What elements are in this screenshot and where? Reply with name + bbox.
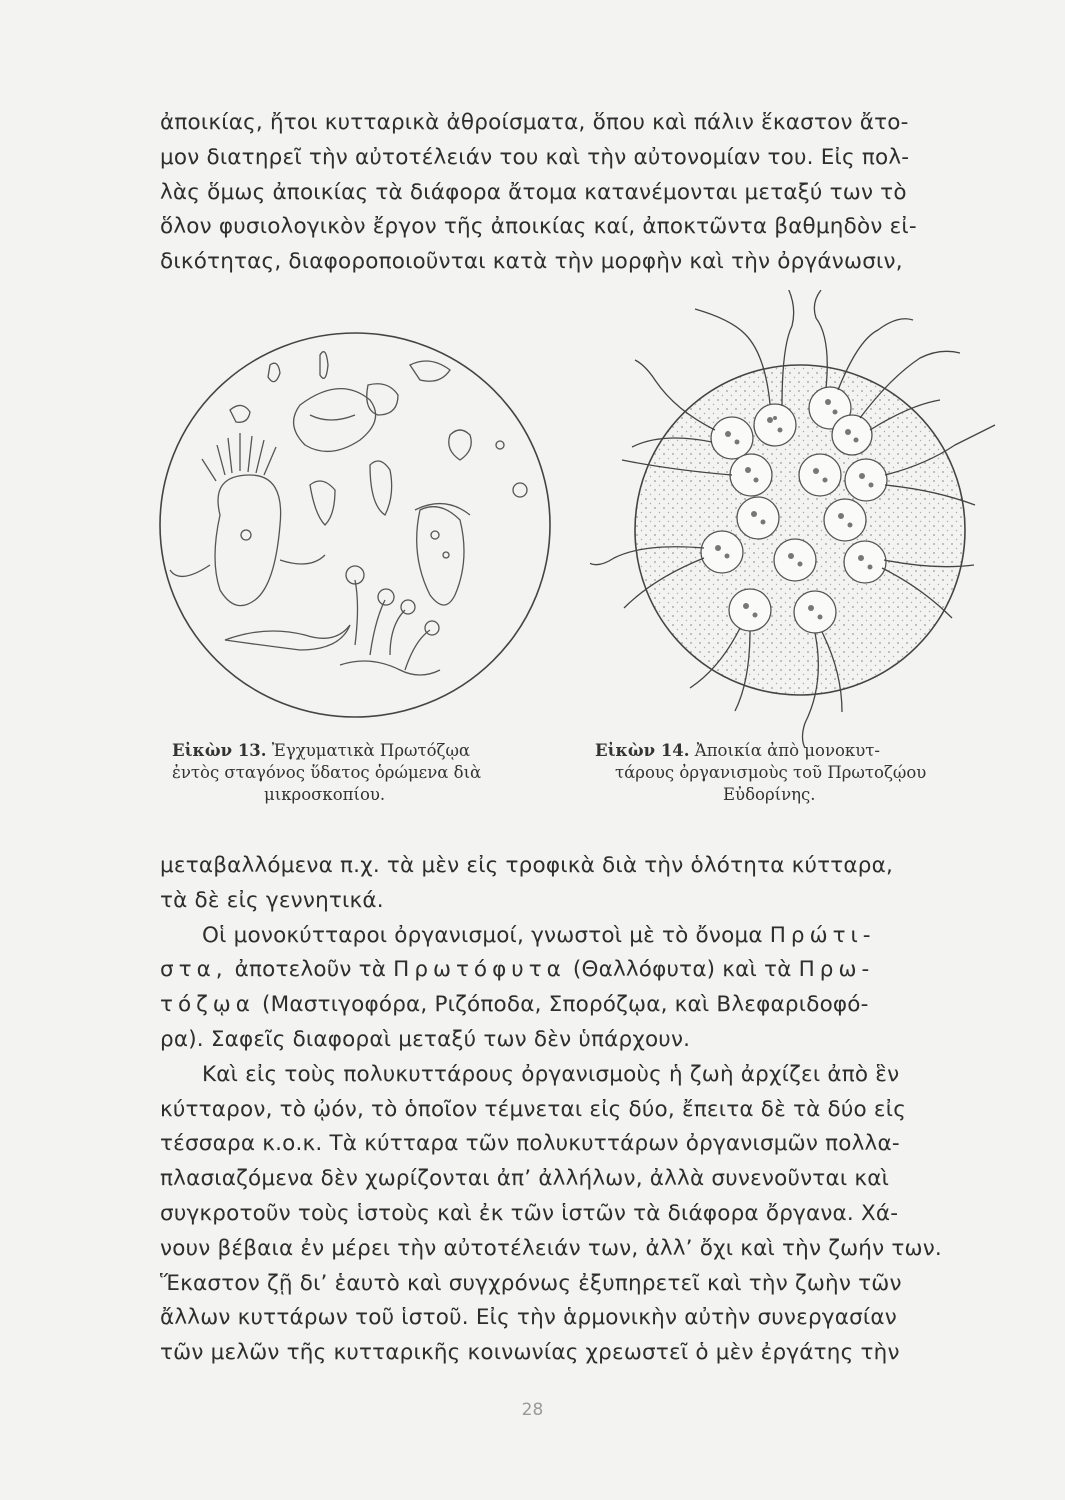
term-protista-end: στα, bbox=[160, 957, 228, 983]
text-line: κύτταρον, τὸ ᾠόν, τὸ ὁποῖον τέμνεται εἰς δύο, ἔπειτα δὲ τὰ δύο εἰς bbox=[160, 1096, 907, 1122]
text-line: πλασιαζόμενα δὲν χωρίζονται ἀπ’ ἀλλήλων, ἀλλὰ συνενοῦνται καὶ bbox=[160, 1166, 890, 1192]
term-protozoa: Πρω- bbox=[798, 957, 875, 983]
text-line: συγκροτοῦν τοὺς ἱστοὺς καὶ ἐκ τῶν ἱστῶν τὰ διάφορα ὄργανα. Χά- bbox=[160, 1200, 899, 1226]
text-span: (Θαλλόφυτα) καὶ τὰ bbox=[565, 957, 799, 983]
text-span: Οἱ μονοκύτταροι ὀργανισμοί, γνωστοὶ μὲ τὸ ὄνομα bbox=[202, 922, 770, 948]
text-line bbox=[160, 919, 995, 954]
text-line: Ἕκαστον ζῇ δι’ ἑαυτὸ καὶ συγχρόνως ἐξυπηρετεῖ καὶ τὴν ζωὴν τῶν bbox=[160, 1270, 902, 1296]
figure-13-caption bbox=[172, 740, 572, 806]
top-paragraph bbox=[160, 106, 995, 280]
term-protista: Πρώτι- bbox=[769, 922, 876, 948]
text-line: ρα). Σαφεῖς διαφοραὶ μεταξύ των δὲν ὑπάρχουν. bbox=[160, 1026, 691, 1052]
caption-line: μικροσκοπίου. bbox=[264, 785, 386, 804]
text-line: μον διατηρεῖ τὴν αὐτοτέλειάν του καὶ τὴν αὐτονομίαν του. Εἰς πολ- bbox=[160, 144, 910, 170]
caption-line: Εὐδορίνης. bbox=[723, 785, 816, 804]
text-line: νουν βέβαια ἐν μέρει τὴν αὐτοτέλειάν των, ἀλλ’ ὄχι καὶ τὴν ζωήν των. bbox=[160, 1235, 942, 1261]
text-line: τῶν μελῶν τῆς κυτταρικῆς κοινωνίας χρεωστεῖ ὁ μὲν ἐργάτης τὴν bbox=[160, 1340, 900, 1366]
text-line: τὰ δὲ εἰς γεννητικά. bbox=[160, 887, 384, 913]
figure-14-caption bbox=[595, 740, 995, 806]
text-line: λὰς ὅμως ἀποικίας τὰ διάφορα ἄτομα κατανέμονται μεταξύ των τὸ bbox=[160, 179, 907, 205]
text-span: (Μαστιγοφόρα, Ριζόποδα, Σπορόζῳα, καὶ Βλεφαριδοφό- bbox=[254, 992, 869, 1018]
text-line bbox=[160, 988, 995, 1023]
figure-13-label: Εἰκὼν 13. bbox=[172, 741, 267, 760]
text-line: ἀποικίας, ἤτοι κυτταρικὰ ἀθροίσματα, ὅπου καὶ πάλιν ἕκαστον ἄτο- bbox=[160, 110, 909, 135]
text-line: ἄλλων κυττάρων τοῦ ἱστοῦ. Εἰς τὴν ἁρμονικὴν αὐτὴν συνεργασίαν bbox=[160, 1305, 897, 1331]
term-protophyta: Πρωτόφυτα bbox=[393, 957, 566, 983]
text-span: ἀποτελοῦν τὰ bbox=[227, 957, 394, 983]
caption-line: Ἐγχυματικὰ Πρωτόζῳα bbox=[271, 741, 471, 760]
text-line: μεταβαλλόμενα π.χ. τὰ μὲν εἰς τροφικὰ διὰ τὴν ὁλότητα κύτταρα, bbox=[160, 853, 894, 878]
text-line: ὅλον φυσιολογικὸν ἔργον τῆς ἀποικίας καί, ἀποκτῶντα βαθμηδὸν εἰ- bbox=[160, 214, 917, 240]
caption-line: τάρους ὀργανισμοὺς τοῦ Πρωτοζῴου bbox=[615, 763, 927, 782]
text-line: τέσσαρα κ.ο.κ. Τὰ κύτταρα τῶν πολυκυττάρων ὀργανισμῶν πολλα- bbox=[160, 1131, 900, 1157]
caption-line: Ἀποικία ἀπὸ μονοκυτ- bbox=[694, 741, 880, 760]
text-line bbox=[160, 953, 995, 988]
page-number: 28 bbox=[521, 1400, 544, 1420]
figure-14-illustration bbox=[590, 290, 1010, 750]
figure-14-label: Εἰκὼν 14. bbox=[595, 741, 690, 760]
text-line: Καὶ εἰς τοὺς πολυκυττάρους ὀργανισμοὺς ἡ ζωὴ ἀρχίζει ἀπὸ ἓν bbox=[202, 1061, 900, 1087]
term-protozoa-end: τόζῳα bbox=[160, 992, 255, 1018]
caption-line: ἐντὸς σταγόνος ὕδατος ὁρώμενα διὰ bbox=[172, 763, 482, 782]
text-line: δικότητας, διαφοροποιοῦνται κατὰ τὴν μορφὴν καὶ τὴν ὀργάνωσιν, bbox=[160, 249, 903, 275]
figure-13-illustration bbox=[150, 325, 570, 735]
body-text bbox=[160, 849, 995, 1371]
